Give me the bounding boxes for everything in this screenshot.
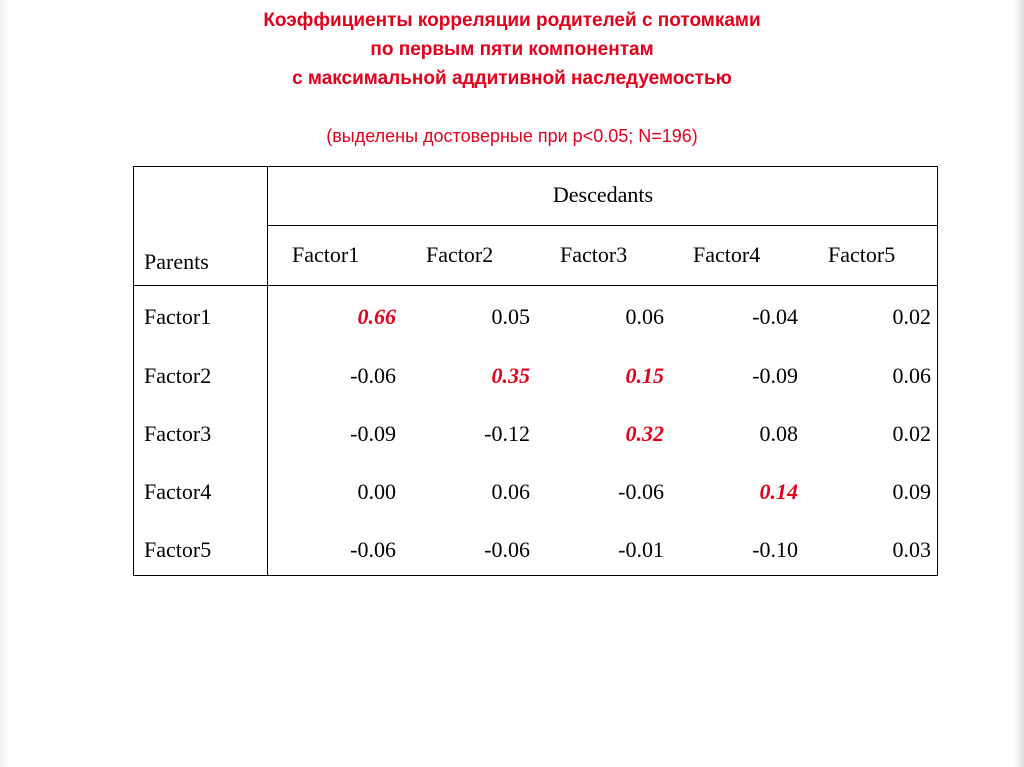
value-cell: 0.03 [892, 537, 931, 562]
value-cell: 0.06 [625, 304, 664, 329]
table-vertical-divider [267, 167, 268, 575]
correlation-table [133, 166, 938, 576]
significant-value-cell: 0.15 [625, 363, 664, 388]
value-cell: -0.01 [618, 537, 664, 562]
table-body-divider [134, 285, 937, 286]
slide-edge-right [1014, 0, 1024, 767]
value-cell: 0.06 [892, 363, 931, 388]
significant-value-cell: 0.14 [759, 479, 798, 504]
value-cell: 0.00 [357, 479, 396, 504]
value-cell: -0.06 [484, 537, 530, 562]
value-cell: -0.09 [350, 421, 396, 446]
row-label: Factor5 [144, 537, 212, 562]
slide-title [0, 6, 1024, 93]
title-line-1: Коэффициенты корреляции родителей с потомками [263, 10, 761, 31]
row-label: Factor2 [144, 363, 212, 388]
value-cell: -0.09 [752, 363, 798, 388]
slide-subtitle: (выделены достоверные при р<0.05; N=196) [326, 126, 698, 146]
title-line-3: с максимальной аддитивной наследуемостью [292, 68, 732, 89]
parents-header: Parents [144, 249, 209, 274]
value-cell: -0.10 [752, 537, 798, 562]
row-label: Factor3 [144, 421, 212, 446]
value-cell: 0.02 [892, 421, 931, 446]
value-cell: 0.05 [491, 304, 530, 329]
value-cell: -0.06 [618, 479, 664, 504]
column-header: Factor2 [426, 242, 494, 267]
significant-value-cell: 0.35 [491, 363, 530, 388]
value-cell: 0.06 [491, 479, 530, 504]
value-cell: -0.04 [752, 304, 798, 329]
title-line-2: по первым пяти компонентам [370, 39, 654, 60]
value-cell: -0.06 [350, 537, 396, 562]
descendants-header: Descedants [552, 182, 654, 207]
value-cell: 0.08 [759, 421, 798, 446]
table-header-divider [268, 225, 938, 226]
significant-value-cell: 0.66 [357, 304, 396, 329]
column-header: Factor4 [693, 242, 761, 267]
value-cell: 0.02 [892, 304, 931, 329]
significant-value-cell: 0.32 [625, 421, 664, 446]
row-label: Factor1 [144, 304, 212, 329]
value-cell: 0.09 [892, 479, 931, 504]
value-cell: -0.06 [350, 363, 396, 388]
column-header: Factor5 [828, 242, 896, 267]
value-cell: -0.12 [484, 421, 530, 446]
column-header: Factor1 [292, 242, 360, 267]
row-label: Factor4 [144, 479, 212, 504]
slide-edge-left [0, 0, 10, 767]
column-header: Factor3 [560, 242, 628, 267]
